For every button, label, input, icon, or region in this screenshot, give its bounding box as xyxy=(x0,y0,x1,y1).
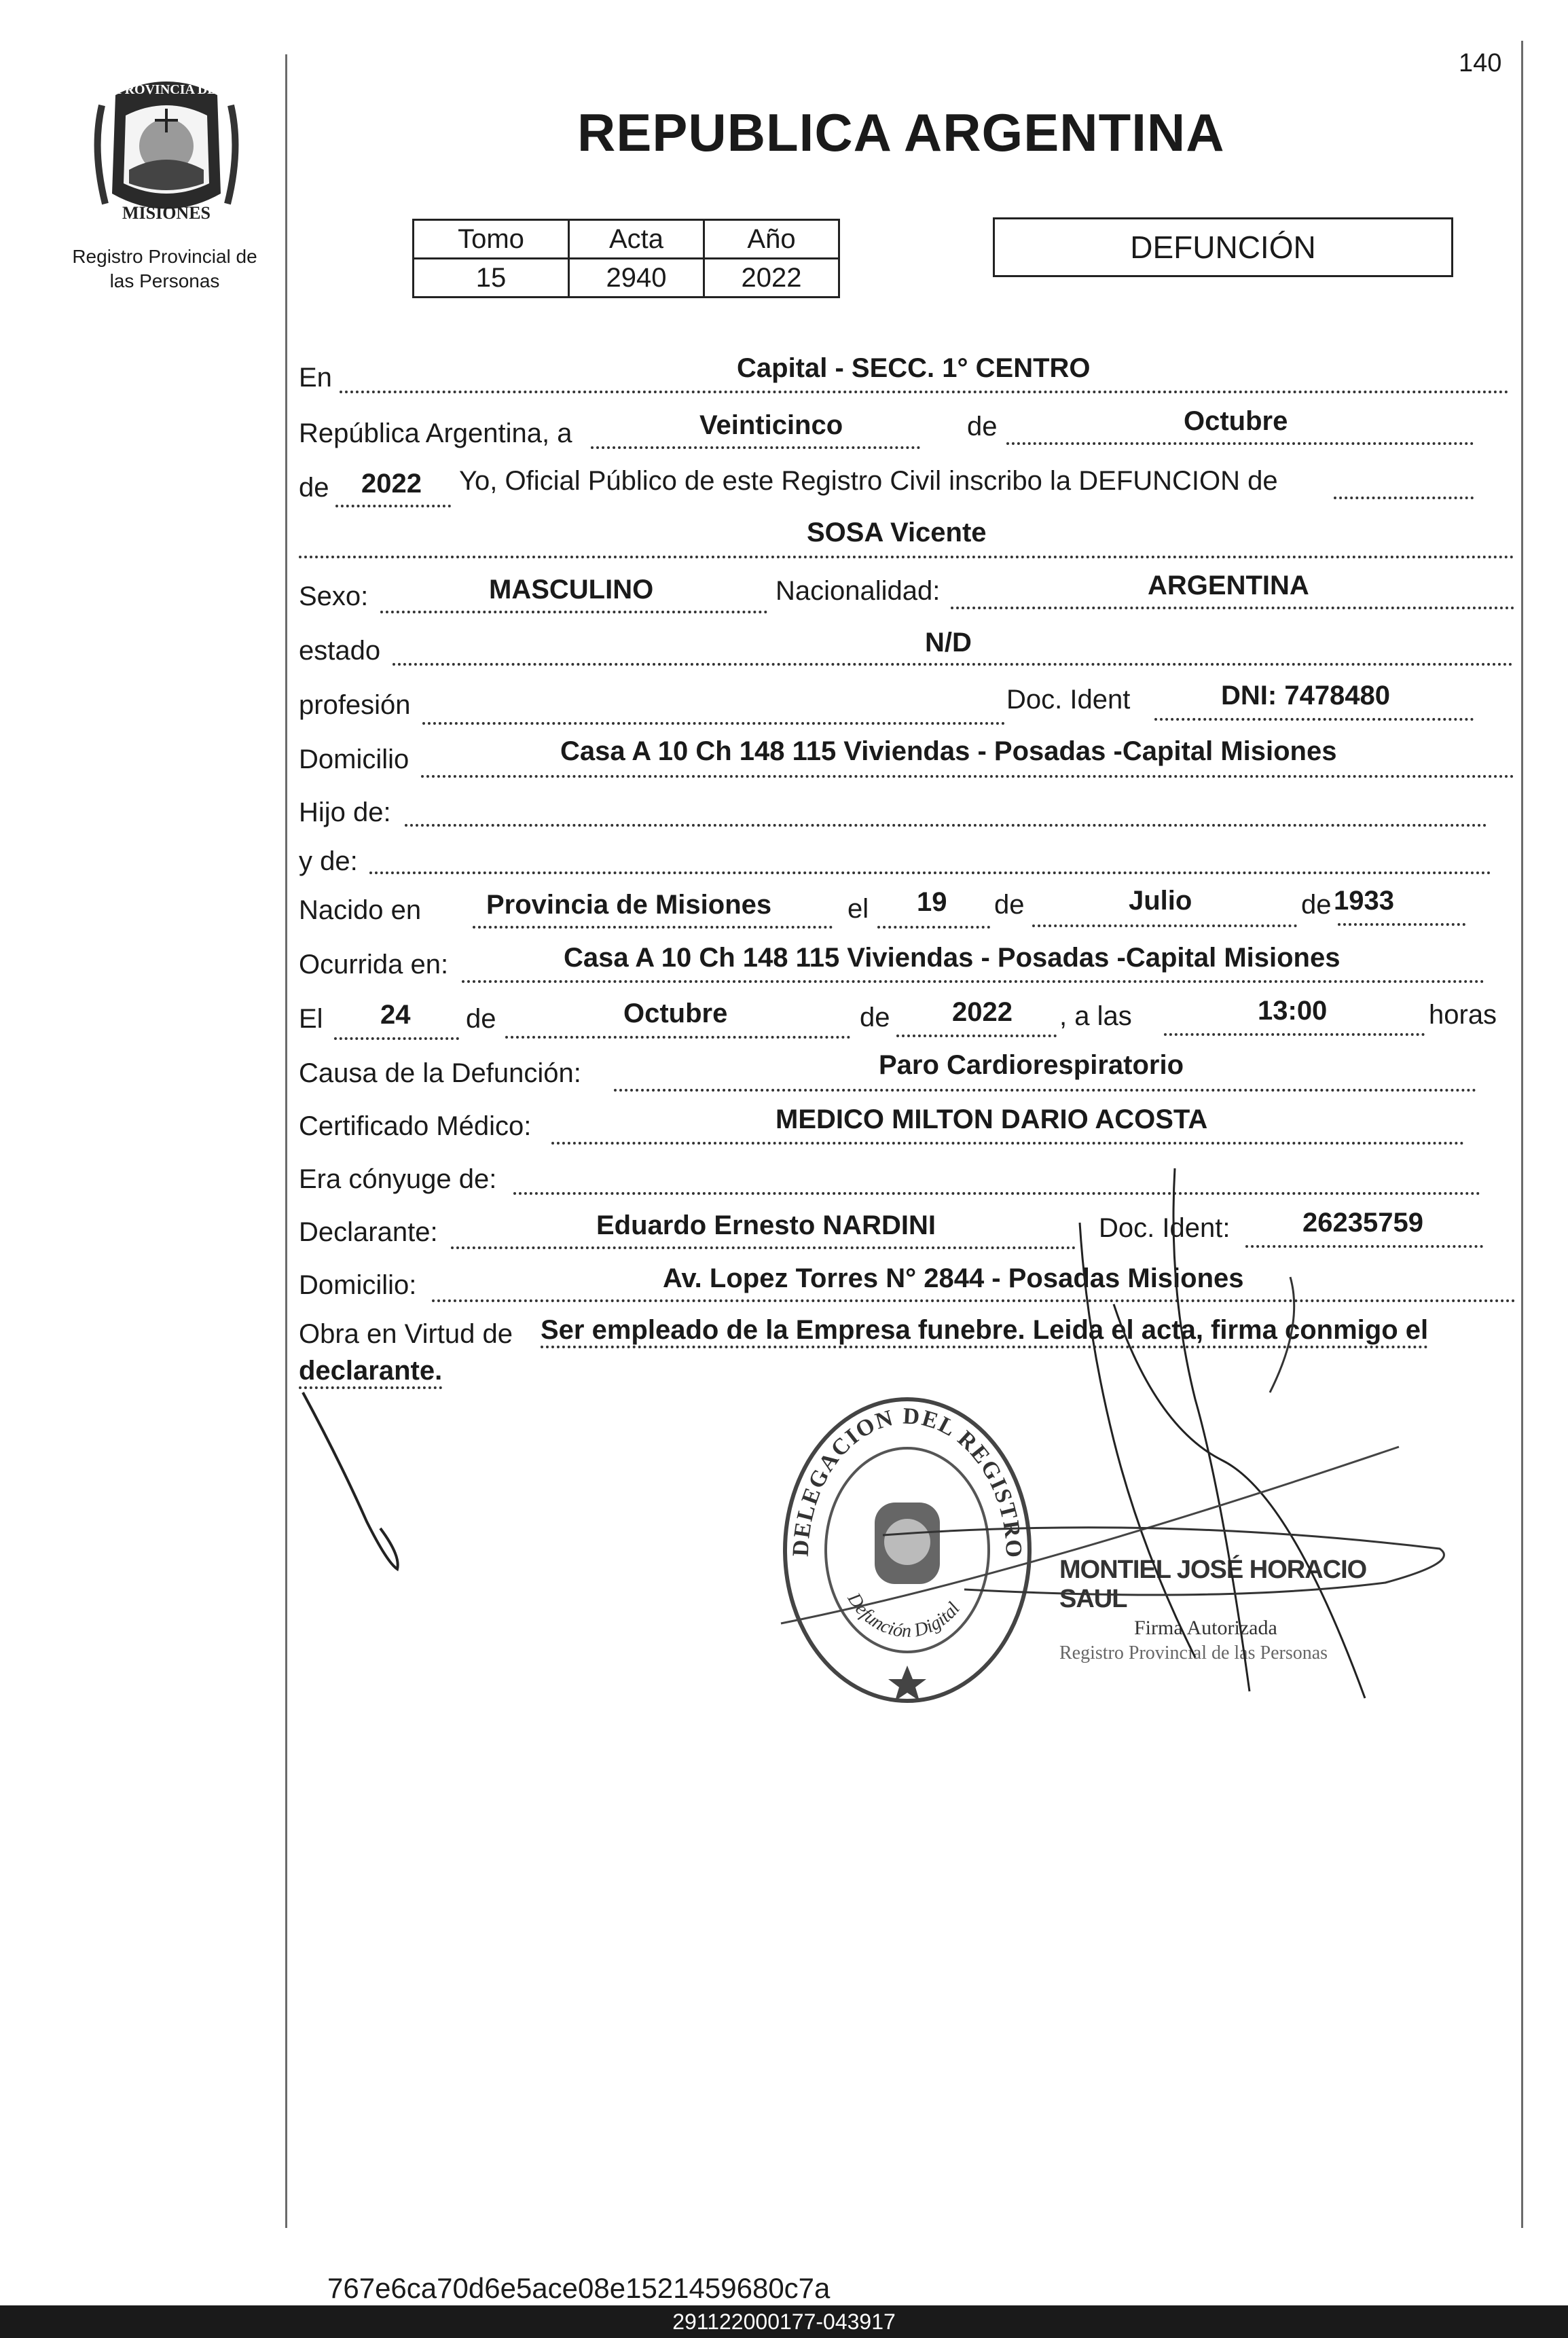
value-declarante-doc: 26235759 xyxy=(1302,1208,1423,1238)
label-a-las: , a las xyxy=(1059,1001,1132,1031)
signer-name: MONTIEL JOSÉ HORACIO SAUL xyxy=(1059,1555,1367,1613)
value-domicilio: Casa A 10 Ch 148 115 Viviendas - Posadas -Capital Misiones xyxy=(560,736,1337,766)
value-def-mes: Octubre xyxy=(623,999,728,1028)
label-el-cap: El xyxy=(299,1004,323,1034)
value-nac-dia: 19 xyxy=(917,887,947,917)
label-profesion: profesión xyxy=(299,690,411,720)
value-def-anio: 2022 xyxy=(952,997,1013,1027)
label-nacido-en: Nacido en xyxy=(299,895,422,925)
label-conyuge: Era cónyuge de: xyxy=(299,1164,497,1194)
registry-caption-line1: Registro Provincial de xyxy=(72,246,257,267)
label-certificado: Certificado Médico: xyxy=(299,1111,532,1141)
value-nac-anio: 1933 xyxy=(1334,886,1394,916)
value-declarante: Eduardo Ernesto NARDINI xyxy=(596,1210,936,1240)
header-acta: Acta xyxy=(569,220,704,259)
label-de: de xyxy=(1301,890,1332,920)
label-republica: República Argentina, a xyxy=(299,418,572,448)
value-nombre: SOSA Vicente xyxy=(807,518,987,547)
label-de: de xyxy=(860,1003,890,1032)
label-de: de xyxy=(299,473,329,503)
value-dia: Veinticinco xyxy=(699,410,843,440)
page-number: 140 xyxy=(1459,49,1502,77)
label-estado: estado xyxy=(299,636,381,666)
label-el: el xyxy=(847,894,869,924)
label-de: de xyxy=(466,1004,496,1034)
signer-office: Registro Provincial de las Personas xyxy=(1059,1642,1328,1663)
stamp-inner-text: Defunción Digital xyxy=(843,1589,964,1642)
emblem-text-bottom: MISIONES xyxy=(122,203,211,223)
label-causa: Causa de la Defunción: xyxy=(299,1058,581,1088)
label-domicilio: Domicilio xyxy=(299,744,409,774)
value-doc: DNI: 7478480 xyxy=(1221,681,1391,711)
value-causa: Paro Cardiorespiratorio xyxy=(879,1050,1184,1080)
label-ocurrida-en: Ocurrida en: xyxy=(299,950,449,979)
emblem-text-top: PROVINCIA DE xyxy=(116,82,217,97)
header-anio: Año xyxy=(704,220,839,259)
record-type: DEFUNCIÓN xyxy=(1130,230,1316,265)
signer-role: Firma Autorizada xyxy=(1134,1617,1277,1639)
value-declarante-domicilio: Av. Lopez Torres N° 2844 - Posadas Misiones xyxy=(663,1263,1244,1293)
value-tomo: 15 xyxy=(414,259,569,298)
value-obra-line1: Ser empleado de la Empresa funebre. Leida el acta, firma conmigo el xyxy=(541,1315,1428,1348)
label-doc-ident: Doc. Ident xyxy=(1006,685,1131,715)
value-certificado: MEDICO MILTON DARIO ACOSTA xyxy=(776,1104,1208,1134)
value-anio: 2022 xyxy=(704,259,839,298)
label-de: de xyxy=(994,890,1025,920)
label-en: En xyxy=(299,363,332,393)
label-domicilio2: Domicilio: xyxy=(299,1270,417,1300)
label-nacionalidad: Nacionalidad: xyxy=(776,576,941,606)
label-doc-ident2: Doc. Ident: xyxy=(1099,1213,1230,1243)
value-def-dia: 24 xyxy=(380,1000,411,1030)
value-mes: Octubre xyxy=(1184,406,1288,436)
header-tomo: Tomo xyxy=(414,220,569,259)
value-lugar: Capital - SECC. 1° CENTRO xyxy=(737,353,1091,383)
label-y-de: y de: xyxy=(299,846,358,876)
value-hora: 13:00 xyxy=(1258,996,1328,1026)
page-title: REPUBLICA ARGENTINA xyxy=(577,103,1225,162)
value-nac-mes: Julio xyxy=(1129,886,1192,916)
value-ocurrida-en: Casa A 10 Ch 148 115 Viviendas - Posadas -Capital Misiones xyxy=(564,943,1341,973)
label-declarante: Declarante: xyxy=(299,1217,438,1247)
value-obra-line2: declarante. xyxy=(299,1356,442,1389)
value-sexo: MASCULINO xyxy=(489,575,654,605)
value-estado: N/D xyxy=(925,628,972,658)
label-hijo-de: Hijo de: xyxy=(299,797,391,827)
label-yo-oficial: Yo, Oficial Público de este Registro Civil inscribo la DEFUNCION de xyxy=(459,466,1278,496)
document-hash: 767e6ca70d6e5ace08e1521459680c7a xyxy=(327,2272,831,2304)
value-nacionalidad: ARGENTINA xyxy=(1148,571,1309,600)
label-de: de xyxy=(967,412,998,442)
label-sexo: Sexo: xyxy=(299,581,369,611)
value-nacido-en: Provincia de Misiones xyxy=(486,890,772,920)
value-acta: 2940 xyxy=(569,259,704,298)
footer-code: 291122000177-043917 xyxy=(0,2305,1568,2338)
value-anio: 2022 xyxy=(361,469,422,499)
label-obra-en-virtud: Obra en Virtud de xyxy=(299,1319,513,1349)
registry-caption-line2: las Personas xyxy=(109,270,220,291)
stamp-ring-text: DELEGACION DEL REGISTRO xyxy=(788,1403,1027,1560)
label-horas: horas xyxy=(1429,1000,1497,1030)
